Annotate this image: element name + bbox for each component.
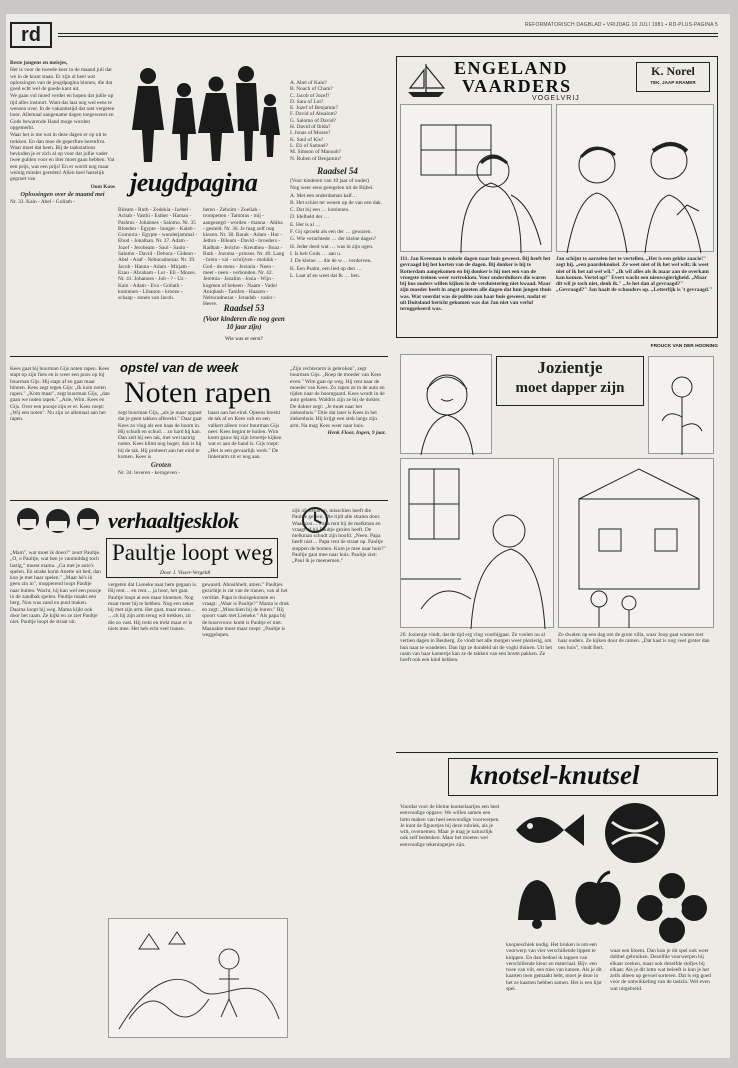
opstel-col3 [208,410,286,492]
fish-icon [508,800,588,860]
list-item: G. Salomo of David? [290,117,336,124]
jozientje-p26: 26. Jozientje vindt, dat de tijd erg vlug voorbijgaat. Ze voelen nu al vertien dagen in Beuberg. Ze vindt het alle morgen weer plezierig, om hun naar te wandelen. Dan ligt ze dondeld uit de voghi tluinen. Uit het raam van haar kamertje kan ze de takken van een boom pakken. Ze hoeft ook een kind hebben. [400,632,552,664]
list-item: E. Het is al … [290,221,321,228]
raadsel54-lead: Nog weer eens geregelen uit de Bijbel. [290,185,374,192]
engeland-panel-text-right [556,256,714,334]
jozientje-title-2: moet dapper zijn [515,380,625,396]
intro-p2: We gaan vol moed verder en hopen dat jullie op tijd alles instuurt. Want dat laat nog wel eens te wensen over. In de vakantietijd dat niet vergeten hoor. Allemaal aangename dagen toegewenst en Gods bewarende Hand moge worden opgemerkt. [10,93,115,131]
knutsel-col3 [610,948,714,1040]
story-col3 [202,582,290,912]
story-text-2: vergeten dat Lieneke naar hem gegaan is. Hij rent… en rent… ja hoor, het gaat. Paultje loopt al een maar bloemen. Nog maar meer bij te hebben. Nog een zeker bij met zijn arm. Het gaat, maar mooo… …ch hij zijn arm terug wil trekken, zit die zo vast. Hij trekt en trekt maar er is niets mee. Het heb echt veel tranen. [108,582,198,633]
answers-col2 [118,207,198,352]
jozientje-text-left [400,632,554,750]
masthead [10,22,718,48]
list-item: E. Jozef of Benjamin? [290,105,338,112]
comic-panel-left [400,104,552,252]
masthead-rule [58,33,718,37]
answers-list-3: heren - Zeboim - Zoeliah - trompetten - Tammus - mij - aangezegd - worden - manna - Abiba - gesteld. Nr. 36. Je mag zelf nog kiezen. Nr. 38. Barak - Adam - Hur - Jethro - Bileam - David - broeders - Radhab - Jericho - Kreuthea - Boaz - Ruth - Jozuma - prinses. Nr. 40. Lang - brein - val - schrijven - mohikk - God - de mens - Jezunia - Neen - meet - neen - verbonden. Nr. 42. Jeremia - Jezalim - Josia - Wijn - kogmen of bekeen - Naam - Vadel Aniqbash - Tamfen - Haazen - Nebucadnezar - Jonadab - vader - Heere. [203,207,285,308]
verhaaltje-label: verhaaltjesklok [108,508,239,533]
intro-p1: Het is voor de tweede keer in de maand juli dat we in de krant staan. Er zijn al heel wat oplossingen van de jeugdpagina binnen, die dat goed echt wel de goede kant uit. [10,67,113,93]
opstel-signature: Henk Floor, Ingen, 9 jaar. [327,429,386,436]
raadsel54-title: Raadsel 54 [317,166,358,176]
list-item: D. Idelheld der … [290,214,330,221]
opstel-col2 [118,410,204,492]
answers-list-2: Bileam - Ruth - Zedekia - Izebel - Achab - Vasthi - Esther - Haman - Pashtus - Johannes - Salomo. Nr. 35 Bloeden - Egypte - honger - Kaleb - Gomorra - Egypte - wonderjammal - Ehud - Jonathan. Nr. 37. Adam - Jozef - Jerobeam - Saul - Saulo - Salomo - David - Debora - Gideon - Abel - Asaf - Nebucadnezar. Nr. 39. Jacob - Hanna - Adam - Mirjam - Ezau - Abraham - Lot - Eli - Mozes. Nr. 41. Johannes - Job - ? - Uz - Kain - Adam - Eva - Goliath - koninnen - Libanon - kroeze - schaap - zonen van Jacob. [118,207,198,302]
knutsel-title: knotsel-knutsel [470,760,640,790]
jozientje-text-right [558,632,714,750]
opstel-text-a: Kees gaat bij buurman Gijs noten rapen. Kees stapt op zijn fiets en is weer een poos op bij buurman Gijs. Hij stapt af en gaat maar binnen. Kees zegt tegen Gijs: „Ik kom noten rapen." „Kom maar", zegt buurman Gijs, „dan gaan we noten rapen." „Arie, Wim, Kees en Gijs. Over een poosje zijn er er. Kees roept: „Wij een noten". Nu zijn ze allemaal aan het rapen. [10,366,110,423]
flower-vignette [648,356,714,454]
story-illustration [108,918,288,1038]
story-text-3: gewaard. Abnsihhelt, amen." Paultjes gezichtje is rat van de tranen, van al het verdriet. Papa is thuisgekomen en vraagt: „Waar is Paultje?" Mama is druk en zegt: „Misschien bij de buren." Hij spoort vaak met Lieneke." Als papa bij de buurvrouw komt is Paultje er niet. Maanakte moet maar roept: „Paultje is weggelopen. [202,582,290,639]
jozientje-title-1: Jozientje [537,358,603,377]
story-col1 [10,550,102,1040]
list-item: M. Simson of Manoah? [290,149,341,156]
intro-p3: Waar het is me wat in deze dagen er op uit te trekken. En dan moe de geperfure berenfrm. Waar moet dat heen. Bij de taakstations bevinden je er zich al op voor dat jullie vader twee gulden voor en liter moet gaan hebben. Vat een prijs, wat een prijs! En er wordt nog maar weinig minder gereden! Allen heel hartelijk gegroet van [10,132,115,183]
list-item: F. David of Absalom? [290,111,338,118]
engeland-text-right: Jan schijnt te aarzelen het te vertellen. „Het is een gekke zaacie!" zegt hij. „een paardeknokel. Ze weet niet of ik het wel wilt; ik weet niet of ik het zal wel wil." „Ik wil alles als ik maar aan de overkant kan komen. Vertel op!" Evert wacht een nieuwsgierigheid. „Maar dit wil je toch niet, denk ik." „Je het dan al gevraagd?" „Gevraagd?" Jan haalt de schouders op. „Letterlijk is 't gevraagd." [556,256,713,294]
divider [10,356,388,357]
masthead-meta: REFORMATORISCH DAGBLAD ▪ VRIJDAG 10 JULI 1981 ▪ RD-PLUS-PAGINA 5 [524,22,718,28]
opstel-text-c: haast aan het eind. Opeens breekt de tak af en Kees valt en een valkert alleen voor buurman Gijs neer. Kees begint te huilen. Wim komt gauw bij zijn broertje kijken wat er aan de hand is. Gijs roept: „Het is een gevaarlijk werk." De linkerarm zit er nog aan. [208,410,282,461]
opstel-col4 [290,366,386,492]
groten-sub: Nr. 34. leveren - kerngeven - [118,470,181,477]
engeland-subtitle: VOGELVRIJ [532,95,580,102]
engeland-title-2: VAARDERS [462,76,572,96]
raadsel53-question: Wie was er eerst? [225,336,263,342]
story-col2 [108,582,198,912]
list-item: L. Eli of Samuel? [290,142,329,149]
list-item: N. Ruben of Benjamin? [290,155,342,162]
list-item: B. Het schiet ter wenen op de van een dak. [290,199,383,206]
story-byline: Door J. Visser-Vergeldt [160,570,211,576]
bell-icon [512,872,562,930]
jozientje-panel-right [558,458,714,628]
groten-title: Groten [150,461,172,470]
list-item: H. David of Ibida? [290,124,331,131]
list-item: L. Laat af en weet dat Ik … ben. [290,272,361,279]
list-item: H. Jeder deed wat … was in zijn ogen. [290,243,374,250]
opstel-col1 [10,366,112,486]
opstel-title: Noten rapen [124,376,272,409]
list-item: J. De kleine … die de w… verderven. [290,258,372,265]
jozientje-panel-left [400,458,554,628]
intro-signoff: Oom Koos [90,183,115,190]
engeland-illustrator: TEK. JAAP KRAMER [650,80,696,85]
ball-icon [600,800,670,866]
raadsel54-body [290,178,385,348]
divider [396,752,718,753]
engeland-title-1: ENGELAND [454,58,569,78]
list-item: C. Dat bij een … koninnen. [290,207,350,214]
jozientje-credit: FROUCK VAN DER HOONING [650,344,718,349]
jeugdpagina-title: jeugdpagina [130,168,258,197]
engeland-author: K. Norel [651,64,695,78]
list-item: K. Saul of Kis? [290,136,324,143]
sailboat-icon [404,60,448,100]
opstel-text-d: „Zijn rechterarm is gebroken", zegt buurman Gijs. „Roep de moeder van Kees even." Wim gaat op weg. Hij rent naar de moeder van Kees. Zo rapen ze in de auto en rijden naar de boomgaard. Kees wordt in de auto gelaten. Waldris zijn ze bij de dokter. De dokter zegt: „Je moet naar het ziekenhuis." Drie dat later is Kees in het ziekenhuis. Hij krijgt een stok langs zijn arm. Na mag Kees weer naar huis. [290,366,385,429]
story-text-1: „Mam", wat moet ik doen?" zeurt Paultje. „O, o Paultje, wat ben je vanmiddag toch lastig," moest mama. „Ga met je auto's spelen. En straks komt Anette uit bed, dan kun je met haar spelen." „Maar hè's ik geen zin in", mopperend loopt Paultje naar buiten. Wacht, hij kan wel een poosje in de zandbak spelen. Paultje maakt een berg. Nou was zand en puut maken. Daarna loopt hij weg. Mama kijkt ook door het raam. Ze kijkt en ze ziet Paultje niet. Paultje loopt de straat uit. [10,550,102,626]
story-text-4: zijk of mekanan, misschien heeft die Paultje gezien. Die rijdt alle straten door. Waar zou… Papa rent bij de melkman en vraagt of hij Paultje gezien heeft. De melkman schudt zijn hoofd. „Neen. Papa heeft niet… Papa rent de straat op. Paultje stoppen de bomen. Kom je mee naar huis?" Paultje gaat mee naar huis. Paultje ziet: „Paul ik je meenemen." [292,508,386,565]
list-item: K. Een Psalm, een lied op den … [290,265,362,272]
list-item: A. Abel of Kain? [290,80,327,86]
jozientje-p27: Ze dwalen op een dag om de grote villa, waar Joop gaat wonen met haar ouders. Ze kijken door de ramen. „Dat kast is nog veel groter dan ons huis", vindt Bert. [558,632,710,651]
list-item: I. Is heb Gods … aan u. [290,250,342,257]
raadsel53-sub: (Voor kinderen die nog geen 10 jaar zijn) [203,315,285,331]
comic-panel-right [556,104,714,252]
list-item: A. Met een onderdaman kalf… [290,192,358,199]
knutsel-intro [400,804,500,1040]
list-item: D. Sara of Lot? [290,98,324,105]
list-item: B. Noach of Cham? [290,86,333,93]
opstel-label: opstel van de week [120,360,239,375]
knutsel-text-3: waar een bloem. Dan kun je dit spel ook weer dubbel gebruiken. Dezelfde voorwerpen bij elkaar zoeken, maar ook dezelfde stofjes bij elkaar. Als je dit lotto wat beleeft is kun je het zelfs alleen op gevoel sorteren. Dat is erg goed voor de ontwikkeling van de tastzin. Wel even wat uitgebreid. [610,948,711,992]
rd-logo: rd [10,22,52,48]
intro-greeting: Beste jongens en meisjes, [10,60,68,66]
opstel-text-b: zegt buurman Gijs, „als je maar oppast dat je geen takken afbreekt." Daar gaat Kees zo vlug als een haas de boom in. Hij schudt en schud… zo hard hij kan. Dan zeit hij een tak, met wel tazirig noten. Kees klimt nog hoger, dan is hij bij de tak. Hij probeert aan het eind te komen. Kees is [118,410,202,461]
jozientje-portrait [400,354,492,454]
engeland-text-left: 111. Jan Kreeman is enkele dagen naar huis geweest. Bij heeft het gevraagd bij het korten van de dagen. Bij donker is hij te Rotterdam aangekomen en bij donker is hij met een van de vroegste treinen weer vertrokken. Voor onderduikers die waren bij bus ouders willen kijken in de verduistering niet kwaad. Maar zijn moeder heeft in angst gezeten alle dagen dat hun jongen thuis was. Wat voordat was de politie aan haar huis geweest, nadat er uit Duitsland bericht gekomen was dat Jan niet van verlof teruggekeerd was. [400,256,552,313]
engeland-panel-text [400,256,552,334]
raadsel53-title: Raadsel 53 [223,303,265,313]
list-item: F. Gij sprookt als een der … gewaren. [290,229,372,236]
story-col4 [292,508,386,1038]
answers-text: Nr. 33. Kain - Abel - Goliath - [10,199,76,206]
apple-icon [568,870,628,930]
list-item: G. Wie verachtede … der kleine dagen? [290,236,377,243]
knutsel-text-2: knopteschiek nodig. Het bruken is om een voorwerp van vier verschillende lippen te knippen. En dan bedoel ik lappen van verschillende kleur en materiaal. Bijv. een twee van vilt, een tries van katoen. Als je dit kaarten toen gemaakt hebt, moet je deze in het ze kaarten hebben samen. Het is een lijst spel. [506,942,602,993]
knutsel-intro-text: Voordat voor de kleine knutselaartjes een heel eenvoudige opgave. We willen samen een lotto maken van heel eenvoudige voorwerpen. Je kunt de figuurtjes bij deze rubriek, als je wilt, overnemen. Maar je mag je natuurlijk ook zelf bedenken. Maar het moeten wel eenvoudige tekeningetjes zijn. [400,804,500,848]
raadsel-list [290,80,385,162]
divider [10,500,388,501]
answers-title: Oplossingen over de maand mei [20,190,105,198]
raadsel54-sub: (Voor kinderen van 10 jaar of ouder) [290,178,369,184]
flower-icon [636,872,708,944]
children-heads-illustration [14,503,104,543]
knutsel-col2 [506,942,604,1040]
list-item: I. Jonas of Mozes? [290,130,331,137]
list-item: C. Jacob of Jozef? [290,92,330,99]
story-title: Paultje loopt weg [112,540,273,565]
jeugd-intro [10,60,115,350]
